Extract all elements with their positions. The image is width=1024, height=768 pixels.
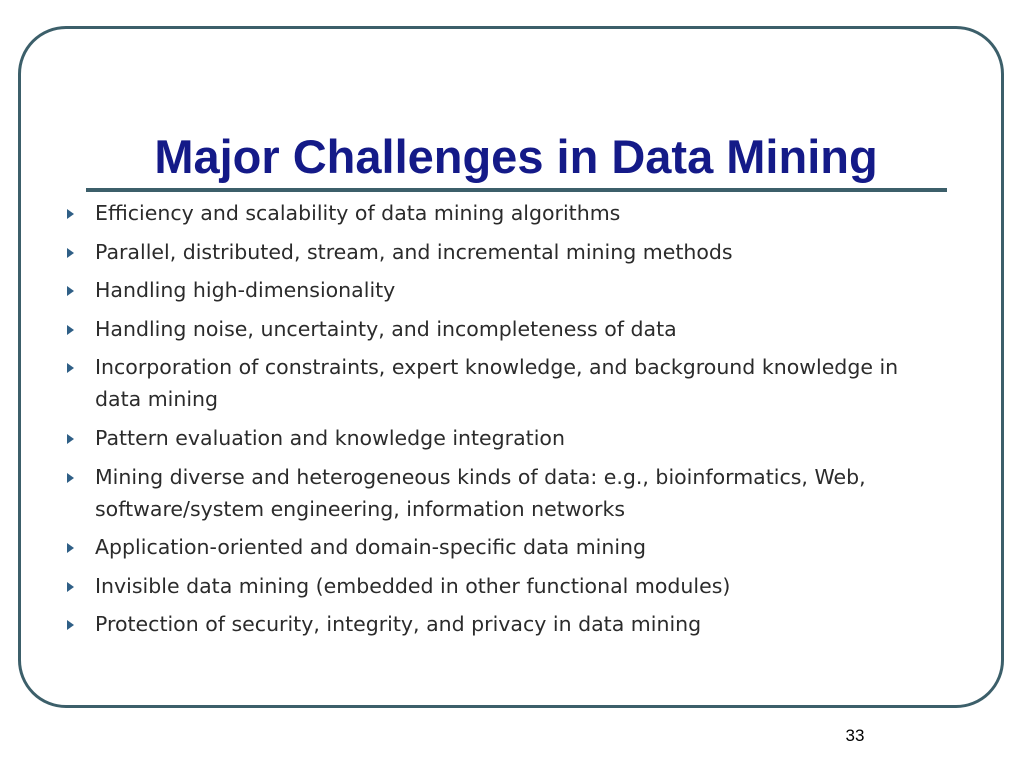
bullet-item [62, 422, 942, 454]
bullet-text: Protection of security, integrity, and privacy in data mining [95, 612, 702, 637]
triangle-right-icon [67, 286, 74, 296]
bullet-item [62, 608, 942, 640]
title-underline [86, 188, 947, 192]
triangle-right-icon [67, 473, 74, 483]
triangle-right-icon [67, 434, 74, 444]
bullet-text: Application-oriented and domain-specific data mining [95, 535, 647, 560]
triangle-right-icon [67, 620, 74, 630]
triangle-right-icon [67, 582, 74, 592]
bullet-item [62, 197, 942, 229]
bullet-text: Pattern evaluation and knowledge integration [95, 425, 565, 450]
bullet-list [62, 197, 942, 647]
bullet-item [62, 531, 942, 563]
bullet-item [62, 236, 942, 268]
bullet-item [62, 461, 942, 525]
bullet-text: Handling noise, uncertainty, and incompleteness of data [95, 316, 677, 341]
bullet-text: Handling high-dimensionality [95, 278, 396, 303]
bullet-text: Incorporation of constraints, expert knowledge, and background knowledge in data mining [95, 355, 899, 412]
slide-title: Major Challenges in Data Mining [154, 130, 878, 183]
bullet-text: Invisible data mining (embedded in other functional modules) [95, 573, 731, 598]
triangle-right-icon [67, 325, 74, 335]
triangle-right-icon [67, 543, 74, 553]
bullet-text: Efficiency and scalability of data mining algorithms [95, 201, 621, 225]
triangle-right-icon [67, 209, 74, 219]
bullet-item [62, 570, 942, 602]
bullet-text: Mining diverse and heterogeneous kinds of data: e.g., bioinformatics, Web, software/system engineering, information networks [95, 464, 866, 521]
bullet-item [62, 274, 942, 306]
bullet-item [62, 351, 942, 415]
page-number: 33 [845, 726, 865, 745]
triangle-right-icon [67, 363, 74, 373]
bullet-item [62, 313, 942, 345]
triangle-right-icon [67, 248, 74, 258]
bullet-text: Parallel, distributed, stream, and incremental mining methods [95, 239, 733, 264]
